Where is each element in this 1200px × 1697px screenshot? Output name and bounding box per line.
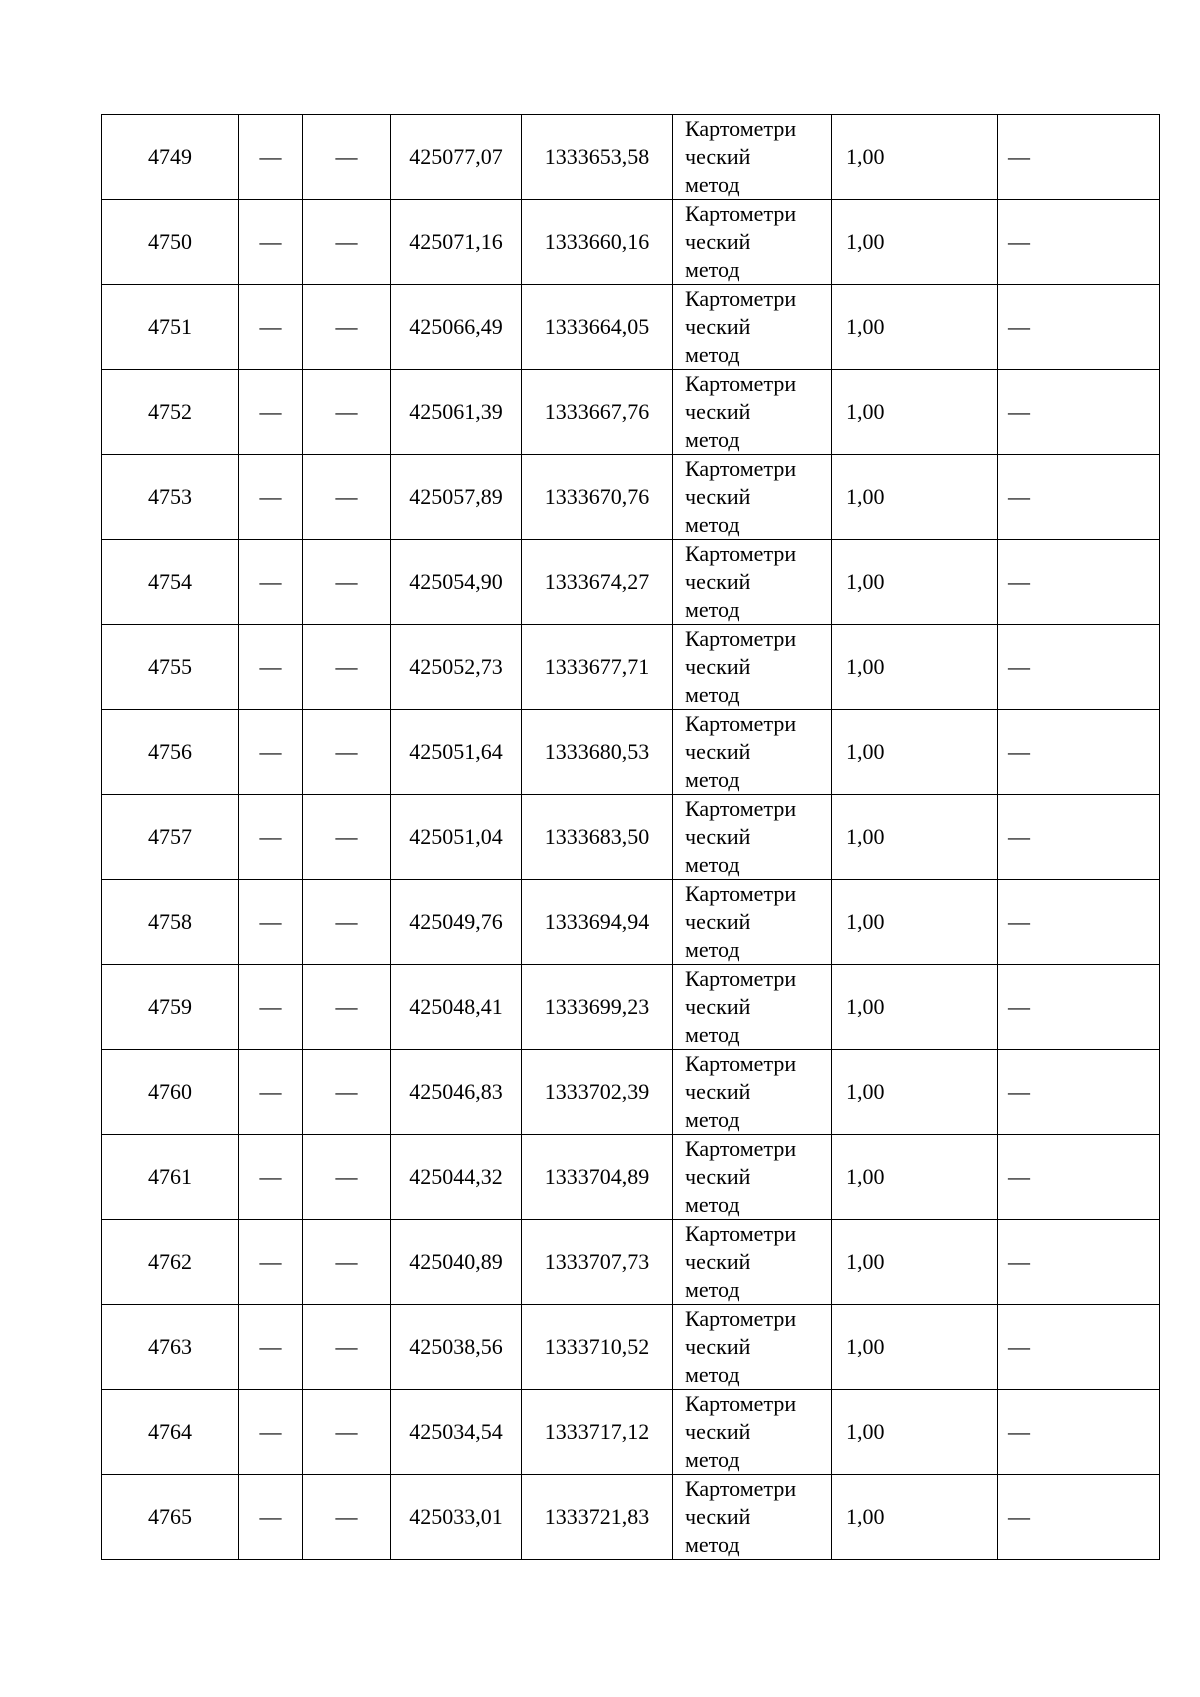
x-coordinate-cell: 425038,56 [391,1305,522,1390]
y-coordinate-cell: 1333653,58 [522,115,673,200]
dash-cell: — [239,115,303,200]
table-body [102,115,1160,1560]
method-text-line: Картометри [685,456,797,481]
dash-cell: — [239,1135,303,1220]
method-text-line: метод [685,1362,740,1387]
y-coordinate-cell: 1333674,27 [522,540,673,625]
y-coordinate-cell: 1333670,76 [522,455,673,540]
method-text-line: метод [685,597,740,622]
method-text-line: метод [685,682,740,707]
method-cell [673,965,832,1050]
dash-cell: — [239,795,303,880]
point-number-cell: 4765 [102,1475,239,1560]
dash-cell: — [303,115,391,200]
method-text-line: метод [685,172,740,197]
method-text-line: ческий [685,1419,751,1444]
dash-cell: — [239,880,303,965]
method-text-line: ческий [685,654,751,679]
y-coordinate-cell: 1333667,76 [522,370,673,455]
dash-cell: — [998,625,1160,710]
method-cell [673,540,832,625]
dash-cell: — [303,1475,391,1560]
table-row [102,1135,1160,1220]
point-number-cell: 4759 [102,965,239,1050]
method-text-line: Картометри [685,201,797,226]
method-cell [673,115,832,200]
dash-cell: — [998,285,1160,370]
method-cell [673,1390,832,1475]
method-cell [673,795,832,880]
point-number-cell: 4754 [102,540,239,625]
dash-cell: — [998,115,1160,200]
method-text-line: Картометри [685,1051,797,1076]
accuracy-cell: 1,00 [832,1050,998,1135]
y-coordinate-cell: 1333677,71 [522,625,673,710]
accuracy-cell: 1,00 [832,795,998,880]
dash-cell: — [998,540,1160,625]
method-text-line: Картометри [685,881,797,906]
accuracy-cell: 1,00 [832,370,998,455]
method-text-line: метод [685,1107,740,1132]
accuracy-cell: 1,00 [832,200,998,285]
method-text-line: Картометри [685,1306,797,1331]
method-text-line: метод [685,1277,740,1302]
table-row [102,1390,1160,1475]
point-number-cell: 4755 [102,625,239,710]
method-text-line: Картометри [685,1476,797,1501]
accuracy-cell: 1,00 [832,1220,998,1305]
dash-cell: — [239,625,303,710]
x-coordinate-cell: 425051,64 [391,710,522,795]
x-coordinate-cell: 425052,73 [391,625,522,710]
dash-cell: — [303,200,391,285]
method-text-line: ческий [685,1249,751,1274]
accuracy-cell: 1,00 [832,1390,998,1475]
method-text-line: ческий [685,569,751,594]
table-row [102,710,1160,795]
method-text-line: Картометри [685,1391,797,1416]
table-row [102,115,1160,200]
method-text-line: метод [685,342,740,367]
method-text-line: ческий [685,229,751,254]
dash-cell: — [303,455,391,540]
accuracy-cell: 1,00 [832,880,998,965]
x-coordinate-cell: 425051,04 [391,795,522,880]
method-text-line: Картометри [685,371,797,396]
method-text-line: ческий [685,484,751,509]
dash-cell: — [303,370,391,455]
method-text-line: ческий [685,909,751,934]
method-text-line: ческий [685,144,751,169]
point-number-cell: 4750 [102,200,239,285]
method-text-line: метод [685,1447,740,1472]
x-coordinate-cell: 425044,32 [391,1135,522,1220]
y-coordinate-cell: 1333680,53 [522,710,673,795]
dash-cell: — [998,1475,1160,1560]
y-coordinate-cell: 1333721,83 [522,1475,673,1560]
x-coordinate-cell: 425049,76 [391,880,522,965]
table-row [102,370,1160,455]
point-number-cell: 4761 [102,1135,239,1220]
dash-cell: — [998,1135,1160,1220]
method-cell [673,1220,832,1305]
method-text-line: ческий [685,314,751,339]
method-text-line: метод [685,852,740,877]
x-coordinate-cell: 425066,49 [391,285,522,370]
method-text-line: ческий [685,1334,751,1359]
dash-cell: — [239,455,303,540]
y-coordinate-cell: 1333683,50 [522,795,673,880]
method-text-line: метод [685,427,740,452]
method-text-line: Картометри [685,711,797,736]
dash-cell: — [998,1305,1160,1390]
point-number-cell: 4752 [102,370,239,455]
x-coordinate-cell: 425048,41 [391,965,522,1050]
dash-cell: — [303,795,391,880]
table-row [102,625,1160,710]
accuracy-cell: 1,00 [832,965,998,1050]
method-text-line: метод [685,1532,740,1557]
point-number-cell: 4763 [102,1305,239,1390]
point-number-cell: 4753 [102,455,239,540]
dash-cell: — [239,1475,303,1560]
method-cell [673,1475,832,1560]
x-coordinate-cell: 425061,39 [391,370,522,455]
method-text-line: Картометри [685,1221,797,1246]
table-row [102,1220,1160,1305]
method-text-line: метод [685,937,740,962]
table-row [102,1305,1160,1390]
table-row [102,1050,1160,1135]
method-cell [673,1050,832,1135]
dash-cell: — [303,1050,391,1135]
y-coordinate-cell: 1333702,39 [522,1050,673,1135]
x-coordinate-cell: 425071,16 [391,200,522,285]
method-text-line: Картометри [685,796,797,821]
method-text-line: Картометри [685,541,797,566]
method-cell [673,880,832,965]
dash-cell: — [998,1220,1160,1305]
point-number-cell: 4751 [102,285,239,370]
dash-cell: — [239,200,303,285]
dash-cell: — [239,285,303,370]
x-coordinate-cell: 425033,01 [391,1475,522,1560]
y-coordinate-cell: 1333710,52 [522,1305,673,1390]
dash-cell: — [239,1390,303,1475]
dash-cell: — [239,370,303,455]
dash-cell: — [303,880,391,965]
table-row [102,965,1160,1050]
y-coordinate-cell: 1333664,05 [522,285,673,370]
method-text-line: метод [685,1022,740,1047]
method-text-line: ческий [685,994,751,1019]
dash-cell: — [303,1305,391,1390]
method-text-line: метод [685,1192,740,1217]
dash-cell: — [239,1220,303,1305]
point-number-cell: 4764 [102,1390,239,1475]
method-text-line: ческий [685,1504,751,1529]
accuracy-cell: 1,00 [832,1475,998,1560]
dash-cell: — [303,1135,391,1220]
method-cell [673,200,832,285]
y-coordinate-cell: 1333660,16 [522,200,673,285]
y-coordinate-cell: 1333707,73 [522,1220,673,1305]
dash-cell: — [998,1390,1160,1475]
method-text-line: Картометри [685,966,797,991]
x-coordinate-cell: 425040,89 [391,1220,522,1305]
table-row [102,200,1160,285]
dash-cell: — [998,795,1160,880]
accuracy-cell: 1,00 [832,115,998,200]
method-cell [673,285,832,370]
dash-cell: — [303,1390,391,1475]
method-cell [673,455,832,540]
y-coordinate-cell: 1333699,23 [522,965,673,1050]
method-cell [673,710,832,795]
table-row [102,1475,1160,1560]
method-cell [673,1305,832,1390]
point-number-cell: 4757 [102,795,239,880]
table-row [102,795,1160,880]
dash-cell: — [303,1220,391,1305]
accuracy-cell: 1,00 [832,540,998,625]
dash-cell: — [998,965,1160,1050]
coordinates-table [101,114,1160,1560]
table-row [102,540,1160,625]
y-coordinate-cell: 1333704,89 [522,1135,673,1220]
dash-cell: — [998,370,1160,455]
dash-cell: — [239,710,303,795]
dash-cell: — [303,540,391,625]
method-cell [673,1135,832,1220]
method-cell [673,370,832,455]
dash-cell: — [998,1050,1160,1135]
method-cell [673,625,832,710]
method-text-line: Картометри [685,1136,797,1161]
method-text-line: ческий [685,1164,751,1189]
y-coordinate-cell: 1333694,94 [522,880,673,965]
accuracy-cell: 1,00 [832,710,998,795]
dash-cell: — [998,455,1160,540]
accuracy-cell: 1,00 [832,1305,998,1390]
accuracy-cell: 1,00 [832,625,998,710]
x-coordinate-cell: 425077,07 [391,115,522,200]
dash-cell: — [998,710,1160,795]
x-coordinate-cell: 425046,83 [391,1050,522,1135]
dash-cell: — [303,710,391,795]
x-coordinate-cell: 425054,90 [391,540,522,625]
y-coordinate-cell: 1333717,12 [522,1390,673,1475]
dash-cell: — [239,1305,303,1390]
method-text-line: метод [685,512,740,537]
method-text-line: ческий [685,1079,751,1104]
method-text-line: ческий [685,739,751,764]
table-row [102,880,1160,965]
method-text-line: ческий [685,824,751,849]
accuracy-cell: 1,00 [832,1135,998,1220]
dash-cell: — [239,965,303,1050]
dash-cell: — [303,285,391,370]
method-text-line: метод [685,257,740,282]
method-text-line: ческий [685,399,751,424]
dash-cell: — [239,1050,303,1135]
accuracy-cell: 1,00 [832,455,998,540]
point-number-cell: 4749 [102,115,239,200]
accuracy-cell: 1,00 [832,285,998,370]
table-row [102,285,1160,370]
point-number-cell: 4760 [102,1050,239,1135]
dash-cell: — [303,625,391,710]
dash-cell: — [998,200,1160,285]
table-row [102,455,1160,540]
method-text-line: Картометри [685,116,797,141]
point-number-cell: 4758 [102,880,239,965]
dash-cell: — [239,540,303,625]
x-coordinate-cell: 425057,89 [391,455,522,540]
point-number-cell: 4762 [102,1220,239,1305]
x-coordinate-cell: 425034,54 [391,1390,522,1475]
point-number-cell: 4756 [102,710,239,795]
method-text-line: Картометри [685,626,797,651]
method-text-line: метод [685,767,740,792]
method-text-line: Картометри [685,286,797,311]
dash-cell: — [998,880,1160,965]
dash-cell: — [303,965,391,1050]
